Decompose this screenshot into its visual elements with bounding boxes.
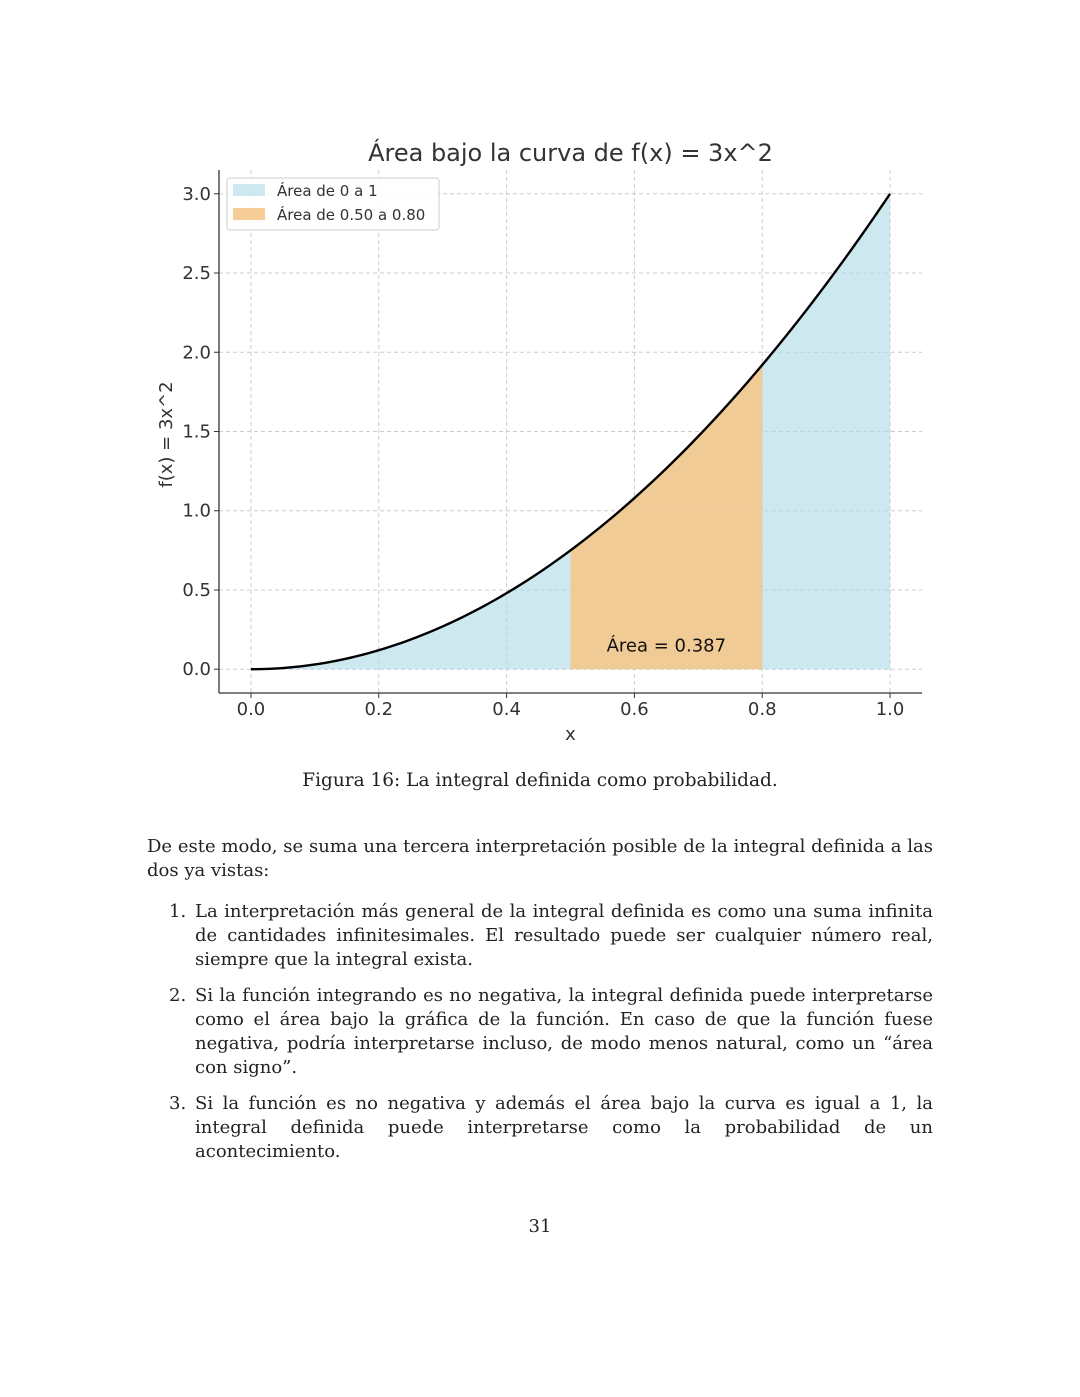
list-item-number: 2. [169,985,187,1006]
y-tick-label: 0.0 [182,659,211,681]
x-tick-label: 0.2 [364,699,394,720]
interpretations-list [147,900,933,1176]
y-tick-label: 3.0 [182,183,211,205]
list-item [147,984,933,1080]
list-item [147,900,933,972]
legend-label: Área de 0 a 1 [277,182,378,200]
y-tick-label: 2.5 [182,263,211,285]
y-axis-label: f(x) = 3x^2 [156,381,177,488]
list-item-text: Si la función integrando es no negativa, la integral definida puede interpretarse como el área bajo la gráfica de la función. En caso de que la función fuese negativa, podría interpretarse incluso, de modo menos natural, como un “área con signo”. [195,985,933,1078]
y-tick-label: 1.0 [182,500,211,522]
area-annotation: Área = 0.387 [606,635,727,657]
y-tick-label: 2.0 [182,342,211,364]
legend-swatch [233,184,265,196]
list-item-number: 3. [169,1093,187,1114]
x-axis-label: x [565,724,576,745]
list-item-number: 1. [169,901,187,922]
x-tick-label: 0.8 [747,699,777,720]
list-item-text: La interpretación más general de la integral definida es como una suma infinita de cantidades infinitesimales. El resultado puede ser cualquier número real, siempre que la integral exista. [195,901,933,970]
x-tick-label: 0.6 [620,699,649,720]
intro-paragraph: De este modo, se suma una tercera interpretación posible de la integral definida a las dos ya vistas: [147,836,933,881]
legend-label: Área de 0.50 a 0.80 [277,206,426,224]
area-050-to-080 [571,365,763,669]
list-item [147,1092,933,1164]
x-tick-label: 0.4 [492,699,521,720]
x-tick-label: 0.0 [236,699,266,720]
list-item-text: Si la función es no negativa y además el área bajo la curva es igual a 1, la integral definida puede interpretarse como la probabilidad de un acontecimiento. [195,1093,933,1162]
figure-caption: Figura 16: La integral definida como probabilidad. [302,770,778,791]
x-tick-label: 1.0 [875,699,905,720]
y-tick-label: 1.5 [182,421,211,443]
legend-swatch [233,208,265,220]
y-tick-label: 0.5 [182,579,211,601]
chart-title: Área bajo la curva de f(x) = 3x^2 [368,139,773,167]
page-number: 31 [528,1216,552,1237]
